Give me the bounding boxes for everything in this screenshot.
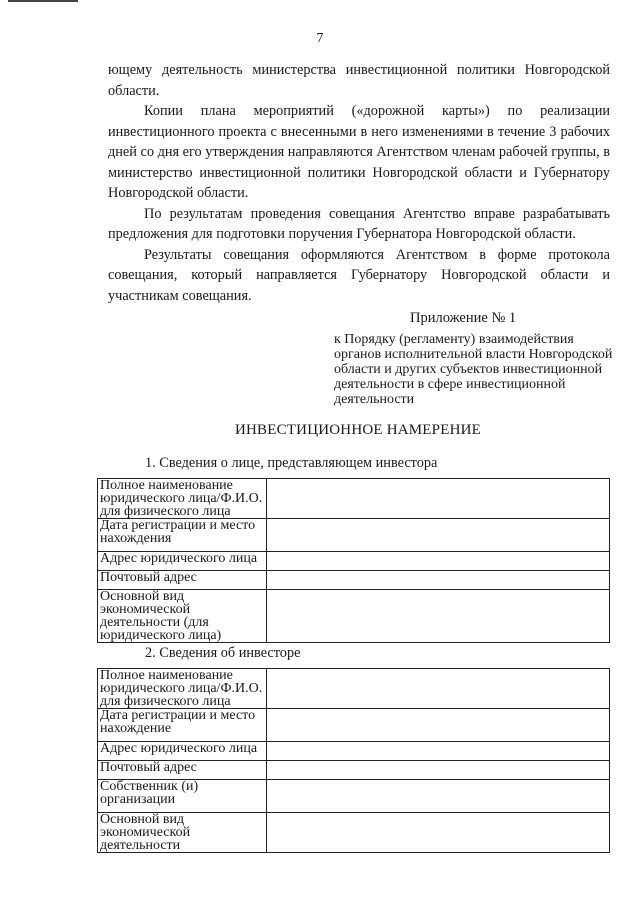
table-row: [98, 669, 610, 709]
field-value[interactable]: [267, 552, 610, 571]
field-label: Полное наименование юридического лица/Ф.И.О. для физического лица: [98, 479, 267, 519]
section-2-heading: 2. Сведения об инвесторе: [145, 645, 301, 661]
field-label: Полное наименование юридического лица/Ф.И.О. для физического лица: [98, 669, 267, 709]
table-row: [98, 709, 610, 742]
table-row: [98, 479, 610, 519]
field-value[interactable]: [267, 590, 610, 643]
appendix-title: Приложение № 1: [410, 310, 517, 326]
table-row: [98, 780, 610, 813]
scan-edge-mark: [8, 0, 78, 2]
table-row: [98, 519, 610, 552]
field-label: Почтовый адрес: [98, 761, 267, 780]
field-label: Собственник (и) организации: [98, 780, 267, 813]
field-value[interactable]: [267, 780, 610, 813]
table-row: [98, 813, 610, 853]
section-1-heading: 1. Сведения о лице, представляющем инвестора: [145, 455, 438, 471]
field-label: Основной вид экономической деятельности (для юридического лица): [98, 590, 267, 643]
field-label: Адрес юридического лица: [98, 552, 267, 571]
body-text: [108, 60, 610, 306]
field-value[interactable]: [267, 761, 610, 780]
field-label: Дата регистрации и место нахождения: [98, 519, 267, 552]
field-label: Почтовый адрес: [98, 571, 267, 590]
table-row: [98, 742, 610, 761]
table-row: [98, 571, 610, 590]
field-label: Основной вид экономической деятельности: [98, 813, 267, 853]
page-number: 7: [316, 31, 324, 46]
paragraph-continuation: ющему деятельность министерства инвестиционной политики Новгородской области.: [108, 62, 610, 99]
field-value[interactable]: [267, 479, 610, 519]
investor-info-table: [97, 668, 610, 853]
paragraph-proposals: По результатам проведения совещания Агентство вправе разрабатывать предложения для подготовки поручения Губернатора Новгородской области.: [108, 205, 610, 242]
field-value[interactable]: [267, 669, 610, 709]
investor-representative-table: [97, 478, 610, 643]
field-label: Адрес юридического лица: [98, 742, 267, 761]
field-value[interactable]: [267, 571, 610, 590]
table-row: [98, 761, 610, 780]
document-title: ИНВЕСТИЦИОННОЕ НАМЕРЕНИЕ: [234, 422, 482, 438]
field-label: Дата регистрации и место нахождение: [98, 709, 267, 742]
field-value[interactable]: [267, 742, 610, 761]
field-value[interactable]: [267, 709, 610, 742]
field-value[interactable]: [267, 813, 610, 853]
paragraph-protocol: Результаты совещания оформляются Агентством в форме протокола совещания, который направляется Губернатору Новгородской области и участникам совещания.: [108, 246, 610, 304]
paragraph-roadmap-copies: Копии плана мероприятий («дорожной карты») по реализации инвестиционного проекта с внесенными в него изменениями в течение 3 рабочих дней со дня его утверждения направляются Агентством членам рабочей группы, в министерство инвестиционной политики Новгородской области и Губернатору Новгородской области.: [108, 103, 610, 201]
table-row: [98, 552, 610, 571]
table-row: [98, 590, 610, 643]
appendix-description: к Порядку (регламенту) взаимодействия органов исполнительной власти Новгородской области и других субъектов инвестиционной деятельности в сфере инвестиционной деятельности: [334, 332, 613, 407]
field-value[interactable]: [267, 519, 610, 552]
